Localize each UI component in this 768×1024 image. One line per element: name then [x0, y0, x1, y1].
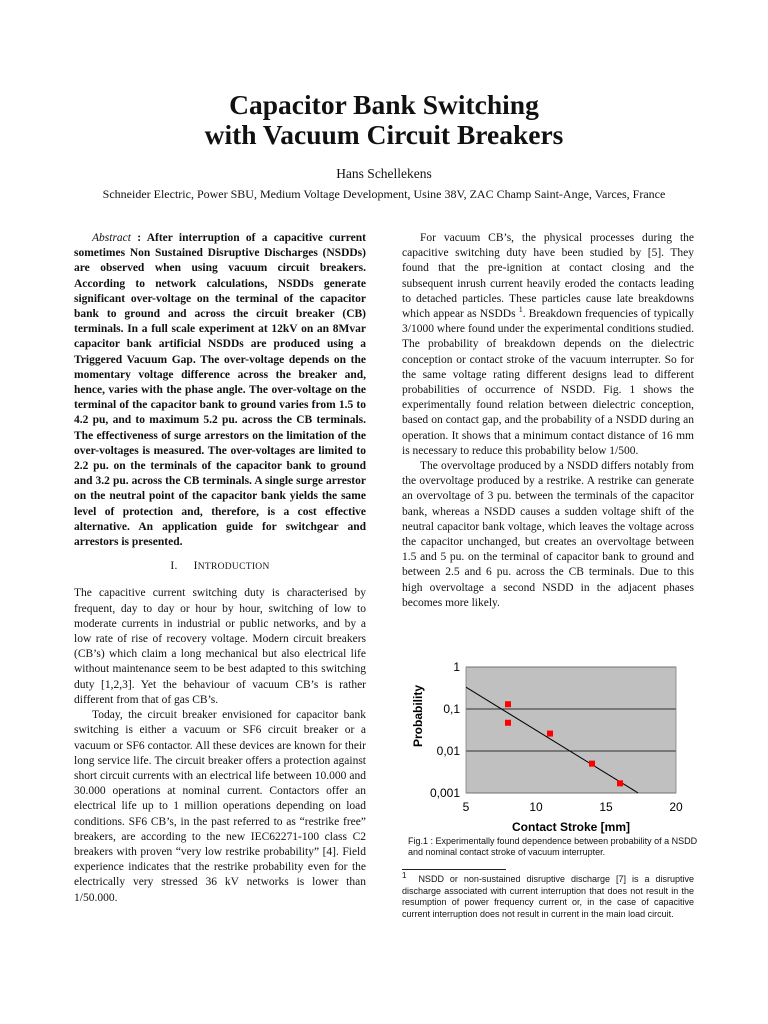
- right-column: [402, 231, 694, 611]
- figure-1-caption: Fig.1 : Experimentally found dependence between probability of a NSDD and nominal contact stroke of vacuum interrupter.: [408, 836, 698, 857]
- x-tick-label: 20: [669, 800, 683, 814]
- footnote-divider: [402, 869, 506, 870]
- right-paragraph-2: The overvoltage produced by a NSDD differs notably from the overvoltage produced by a restrike. A restrike can generate an overvoltage of 3 pu. between the terminals of the capacitor bank, whereas a NSDD causes a sudden voltage shift of the neutral capacitor bank voltage, which leaves the voltage across the capacitor unchanged, but creates an overvoltage between 1.5 and 5 pu. on the terminal of capacitor bank to ground and between 2.5 and 6 pu. across the CB terminals. Due to this high overvoltage a second NSDD in the adjacent phases becomes more likely.: [402, 460, 694, 609]
- section-title-initial: I: [193, 560, 198, 573]
- abstract-label: Abstract: [92, 232, 131, 244]
- y-axis-label: Probability: [411, 684, 425, 747]
- intro-paragraph-2: Today, the circuit breaker envisioned for capacitor bank switching is either a vacuum or SF6 circuit breaker or a vacuum or SF6 contactor. All these devices are known for their long service life. The circuit breaker offers a protection against short circuit currents with an electrical life between 10.000 and 30.000 operations at nominal current. Contactors offer an electrical life up to 1 million operations depending on load conditions. SF6 CB’s, in the past referred to as “restrike free” breakers, are according to the new IEC62271-100 class C2 breakers with proven “very low restrike probability” [4]. Field experience indicates that the restrike probability even for the electrically very stressed 36 kV networks is lower than 1/50.000.: [74, 709, 366, 904]
- y-tick-label: 0,01: [436, 744, 460, 758]
- plot-area: [466, 667, 676, 793]
- abstract: [74, 231, 366, 550]
- abstract-separator: :: [130, 232, 147, 244]
- author-affiliation: Schneider Electric, Power SBU, Medium Voltage Development, Usine 38V, ZAC Champ Saint-Ange, Varces, France: [102, 187, 666, 201]
- right-paragraph-1-text-b: . Breakdown frequencies of typically 3/1000 where found under the experimental conditions studied. The probability of breakdown depends on the dielectric conception or contact stroke of the vacuum interrupter. So for the same voltage rating different designs lead to different probabilities of occurrence of NSDD. Fig. 1 shows the experimentally found relation between dielectric conception, based on contact gap, and the probability of a NSDD during an operation. It shows that a minimum contact distance of 16 mm is necessary to reduce this probability below 1/500.: [402, 308, 694, 457]
- x-tick-label: 15: [599, 800, 613, 814]
- x-axis-label: Contact Stroke [mm]: [512, 820, 631, 834]
- data-point-marker: [547, 731, 553, 737]
- title-line-1: Capacitor Bank Switching: [229, 89, 539, 120]
- section-number: I.: [170, 560, 178, 573]
- data-point-marker: [505, 720, 511, 726]
- footnote: [402, 871, 694, 920]
- y-tick-labels: [430, 660, 460, 800]
- x-tick-label: 10: [529, 800, 543, 814]
- y-tick-label: 1: [453, 660, 460, 674]
- intro-paragraph-1: The capacitive current switching duty is characterised by frequent, day to day or hour by hour, switching of low to moderate currents in industrial or public networks, and by a low rate of rise of recovery voltage. Modern circuit breakers (CB’s) which claim a long mechanical but also electrical life without maintenance seem to be best adapted to this switching duty [1,2,3]. Yet the behaviour of vacuum CB’s is rather different from that of gas CB’s.: [74, 587, 366, 706]
- footnote-mark: 1: [402, 871, 407, 880]
- x-tick-labels: [463, 800, 683, 814]
- abstract-text: After interruption of a capacitive current sometimes Non Sustained Disruptive Discharges (NSDDs) are observed when using vacuum circuit breakers. According to network calculations, NSDDs generate significant over-voltage on the terminal of the capacitor bank to ground and across the circuit breaker (CB) terminals. In a full scale experiment at 12kV on an 8Mvar capacitor bank artificial NSDDs are produced using a Triggered Vacuum Gap. The over-voltage depends on the momentary voltage difference across the breaker and, hence, varies with the phase angle. The over-voltage on the terminal of the capacitor bank to ground varies from 1.5 to 4.2 pu, and to maximum 5.2 pu. across the CB terminals. The effectiveness of surge arrestors on the limitation of the over-voltages is measured. The over-voltages are limited to 2.2 pu. on the terminals of the capacitor bank to ground and 3.2 pu. across the CB terminals. A single surge arrestor on the neutral point of the capacitor bank yields the same level of protection and, therefore, is a cost effective alternative. An application guide for switchgear and arrestors is presented.: [74, 232, 366, 549]
- section-heading-introduction: [74, 559, 366, 575]
- left-column: [74, 231, 366, 906]
- figure-1-chart: [404, 658, 692, 836]
- y-tick-label: 0,001: [429, 786, 460, 800]
- title-line-2: with Vacuum Circuit Breakers: [204, 119, 564, 150]
- section-title-rest: NTRODUCTION: [197, 562, 270, 573]
- right-paragraph-1: [402, 231, 694, 459]
- data-point-marker: [589, 761, 595, 767]
- y-tick-label: 0,1: [443, 702, 460, 716]
- probability-chart-svg: [404, 658, 692, 836]
- data-point-marker: [505, 701, 511, 707]
- paper-title: [0, 90, 768, 150]
- author-name: Hans Schellekens: [336, 166, 432, 181]
- footnote-text: NSDD or non-sustained disruptive discharge [7] is a disruptive discharge associated with current interruption that does not result in the resumption of power frequency current or, in the case of capacitive current interruption does not result in current in the main load circuit.: [402, 874, 694, 919]
- footnote-ref-1: 1: [518, 305, 523, 315]
- right-paragraph-1-text-a: For vacuum CB’s, the physical processes during the capacitive switching duty have been studied by [5]. They found that the pre-ignition at contact closing and the subsequent inrush current heavily eroded the contacts leading to detached particles. These particles cause late breakdowns which appear as NSDDs: [402, 232, 694, 321]
- data-point-marker: [617, 780, 623, 786]
- x-tick-label: 5: [462, 800, 470, 814]
